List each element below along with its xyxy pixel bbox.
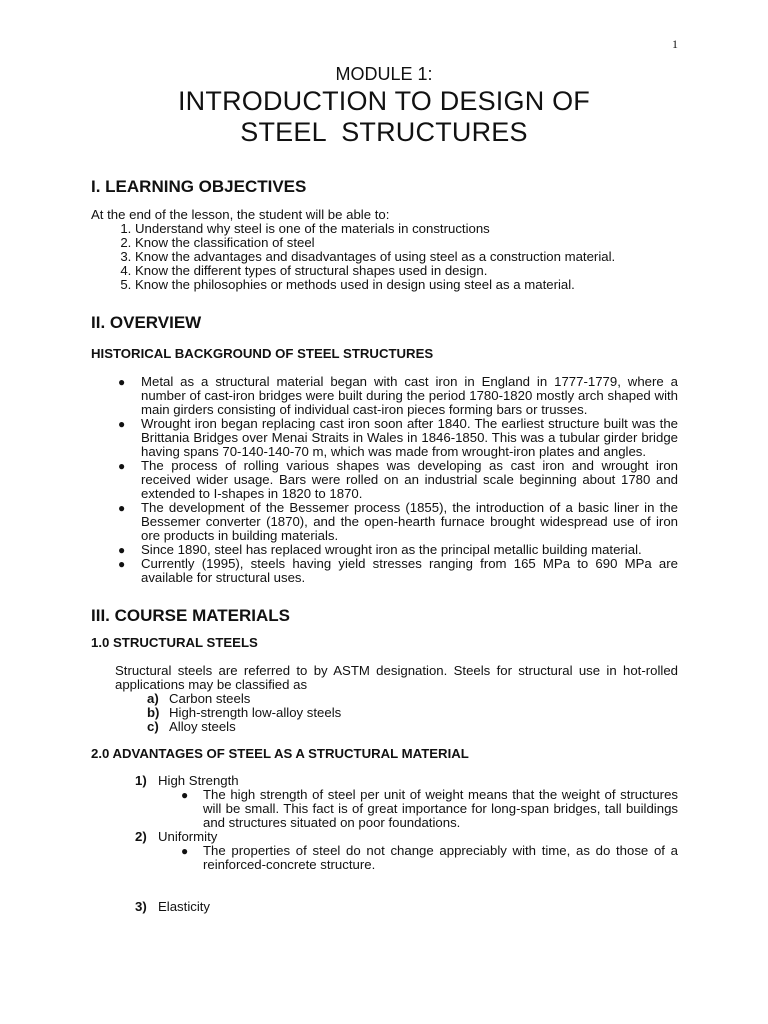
list-item: 2. Know the classification of steel: [135, 236, 678, 250]
objectives-intro: At the end of the lesson, the student will be able to:: [91, 207, 390, 222]
list-item: ● Wrought iron began replacing cast iron soon after 1840. The earliest structure built was the Brittania Bridges over Menai Straits in Wales in 1846-1850. This was a tubular girder bridge having spans 70-140-140-70 m, which was made from wrought-iron plates and angles.: [118, 416, 678, 459]
list-item: 3) Elasticity: [135, 899, 211, 914]
title-line-1: INTRODUCTION TO DESIGN OF: [177, 86, 591, 116]
list-item: ● The process of rolling various shapes was developing as cast iron and wrought iron received wider usage. Bars were rolled on an industrial scale beginning about 1780 and extended to I-shapes in 1820 to 1870.: [118, 458, 678, 501]
bullet-icon: ●: [118, 417, 126, 431]
list-item: ● Since 1890, steel has replaced wrought iron as the principal metallic building material.: [118, 542, 642, 557]
section-heading-overview: II. OVERVIEW: [91, 313, 202, 332]
list-item: ● The high strength of steel per unit of weight means that the weight of structures will be small. This fact is of great importance for long-span bridges, tall buildings and structures situated on poor foundations.: [181, 787, 678, 830]
section-heading-course-materials: III. COURSE MATERIALS: [91, 606, 290, 625]
list-item: ● Metal as a structural material began with cast iron in England in 1777-1779, where a number of cast-iron bridges were built during the period 1780-1820 mostly arch shaped with main girders consisting of individual cast-iron pieces forming bars or trusses.: [118, 374, 678, 417]
bullet-icon: ●: [118, 375, 126, 389]
subheading-advantages: 2.0 ADVANTAGES OF STEEL AS A STRUCTURAL MATERIAL: [91, 746, 469, 761]
subheading-structural-steels: 1.0 STRUCTURAL STEELS: [91, 635, 258, 650]
history-bullet-list: [91, 375, 678, 585]
section-heading-learning-objectives: I. LEARNING OBJECTIVES: [91, 177, 307, 196]
bullet-icon: ●: [181, 844, 189, 858]
list-item: 3. Know the advantages and disadvantages of using steel as a construction material.: [135, 250, 678, 264]
structural-steels-intro: Structural steels are referred to by ASTM designation. Steels for structural use in hot-rolled applications may be classified as: [115, 663, 678, 692]
list-item: ● The development of the Bessemer process (1855), the introduction of a basic liner in the Bessemer converter (1870), and the open-hearth furnace brought widespread use of iron ore products in building materials.: [118, 500, 678, 543]
list-item: 1) High Strength ● The high strength of steel per unit of weight means that the weight of structures will be small. This fact is of great importance for long-span bridges, tall buildings and structures situated on poor foundations.: [135, 773, 678, 830]
list-item: ● The properties of steel do not change appreciably with time, as do those of a reinforced-concrete structure.: [181, 843, 678, 872]
list-item: 5. Know the philosophies or methods used in design using steel as a material.: [135, 278, 678, 292]
advantages-list: [91, 774, 678, 914]
steel-classification-list: [91, 692, 678, 734]
objectives-list: [91, 222, 678, 292]
page-number: 1: [672, 37, 678, 51]
document-title: [0, 86, 768, 148]
bullet-icon: ●: [118, 543, 126, 557]
list-item: b) High-strength low-alloy steels: [147, 705, 342, 720]
subheading-historical-background: HISTORICAL BACKGROUND OF STEEL STRUCTURES: [91, 346, 434, 361]
bullet-icon: ●: [118, 501, 126, 515]
bullet-icon: ●: [118, 459, 126, 473]
title-line-2: STEEL STRUCTURES: [240, 117, 528, 147]
bullet-icon: ●: [118, 557, 126, 571]
list-item: a) Carbon steels: [147, 691, 251, 706]
list-item: 4. Know the different types of structural shapes used in design.: [135, 264, 678, 278]
list-item: ● Currently (1995), steels having yield stresses ranging from 165 MPa to 690 MPa are available for structural uses.: [118, 556, 678, 585]
list-item: c) Alloy steels: [147, 719, 236, 734]
list-item: 2) Uniformity ● The properties of steel do not change appreciably with time, as do those of a reinforced-concrete structure.: [135, 829, 678, 872]
list-item: 1. Understand why steel is one of the materials in constructions: [135, 222, 678, 236]
bullet-icon: ●: [181, 788, 189, 802]
module-label: MODULE 1:: [335, 64, 433, 84]
document-body: [91, 176, 678, 914]
